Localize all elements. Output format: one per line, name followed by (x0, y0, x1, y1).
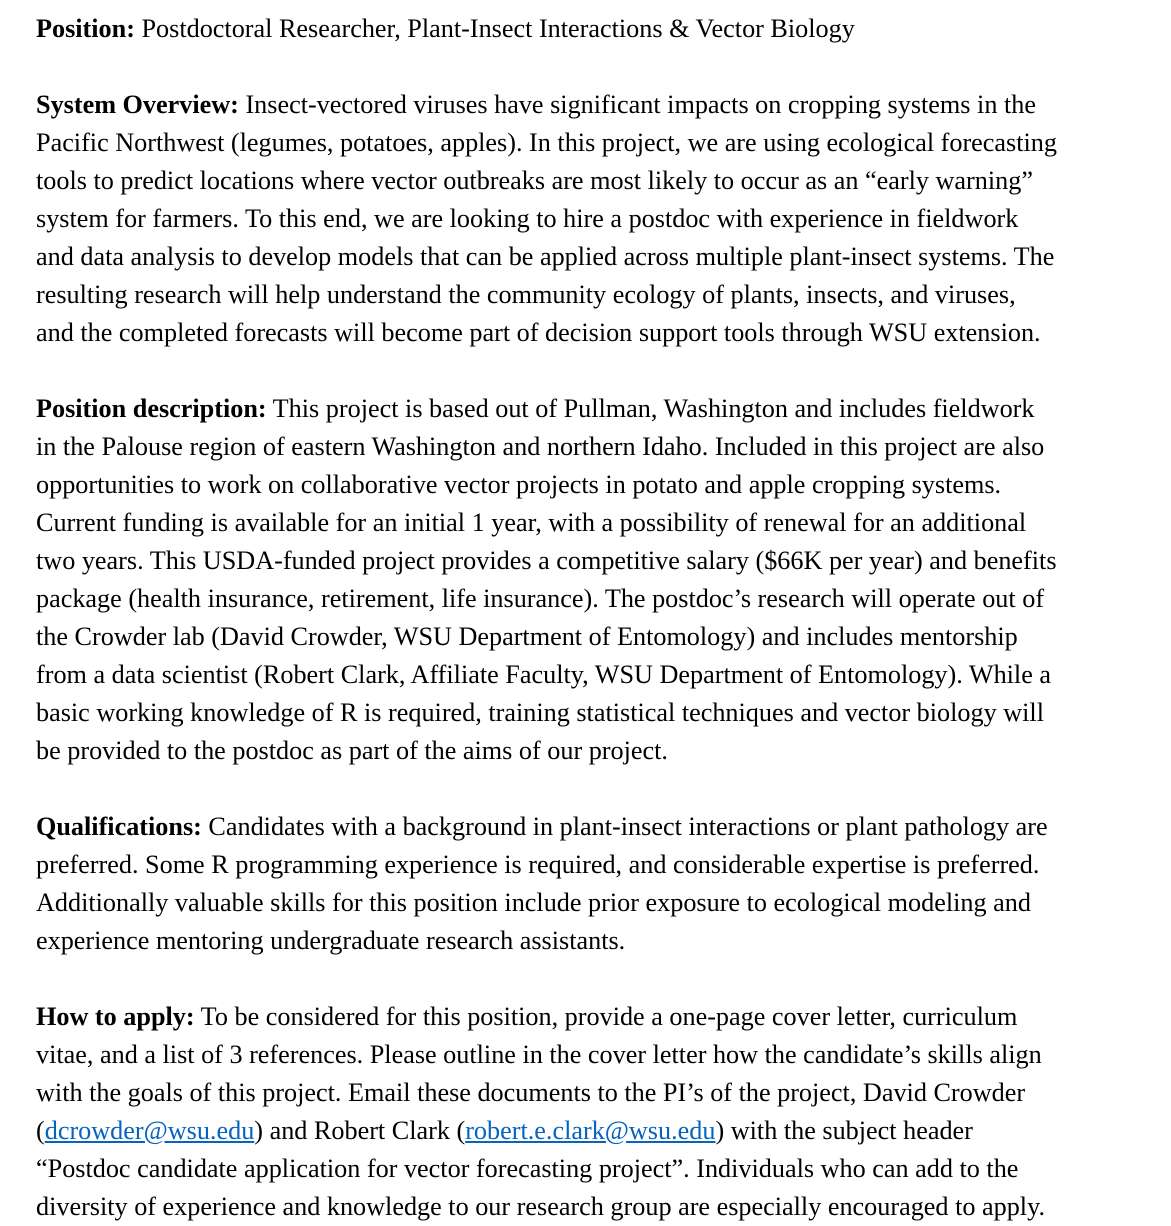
email-link-robert-clark[interactable]: robert.e.clark@wsu.edu (465, 1116, 716, 1145)
position-description-line: in the Palouse region of eastern Washington and northern Idaho. Included in this project are also (36, 432, 1045, 461)
how-to-apply-line: diversity of experience and knowledge to our research group are especially encouraged to apply. (36, 1192, 1046, 1221)
qualifications-line (36, 808, 1166, 846)
qualifications-label: Qualifications: (36, 812, 202, 841)
position-description-line: be provided to the postdoc as part of the aims of our project. (36, 736, 668, 765)
position-description-text: This project is based out of Pullman, Washington and includes fieldwork (266, 394, 1035, 423)
position-description-line: two years. This USDA-funded project provides a competitive salary ($66K per year) and benefits (36, 546, 1057, 575)
qualifications-paragraph (36, 808, 1166, 960)
contact-text: ) and Robert Clark ( (254, 1116, 466, 1145)
qualifications-line: preferred. Some R programming experience is required, and considerable expertise is preferred. (36, 850, 1040, 879)
paren-open: ( (36, 1116, 45, 1145)
paragraph-spacer (36, 770, 1166, 808)
position-description-line: opportunities to work on collaborative vector projects in potato and apple cropping systems. (36, 470, 1002, 499)
system-overview-line (36, 86, 1166, 124)
position-description-line: package (health insurance, retirement, life insurance). The postdoc’s research will operate out of (36, 584, 1045, 613)
how-to-apply-line (36, 998, 1166, 1036)
how-to-apply-text: To be considered for this position, provide a one-page cover letter, curriculum (194, 1002, 1018, 1031)
system-overview-text: Insect-vectored viruses have significant impacts on cropping systems in the (238, 90, 1036, 119)
system-overview-paragraph (36, 86, 1166, 352)
how-to-apply-line (36, 1112, 1166, 1150)
position-line (36, 10, 1166, 48)
system-overview-line: and the completed forecasts will become part of decision support tools through WSU extension. (36, 318, 1041, 347)
qualifications-line: experience mentoring undergraduate research assistants. (36, 926, 626, 955)
paragraph-spacer (36, 960, 1166, 998)
system-overview-line: and data analysis to develop models that can be applied across multiple plant-insect systems. The (36, 242, 1055, 271)
email-link-dcrowder[interactable]: dcrowder@wsu.edu (44, 1116, 255, 1145)
qualifications-line: Additionally valuable skills for this position include prior exposure to ecological modeling and (36, 888, 1031, 917)
position-description-line: basic working knowledge of R is required, training statistical techniques and vector biology will (36, 698, 1044, 727)
position-title: Postdoctoral Researcher, Plant-Insect Interactions & Vector Biology (134, 14, 855, 43)
qualifications-text: Candidates with a background in plant-insect interactions or plant pathology are (201, 812, 1048, 841)
system-overview-line: Pacific Northwest (legumes, potatoes, apples). In this project, we are using ecological forecasting (36, 128, 1057, 157)
position-description-label: Position description: (36, 394, 267, 423)
position-label: Position: (36, 14, 135, 43)
position-description-paragraph (36, 390, 1166, 770)
position-description-line: Current funding is available for an initial 1 year, with a possibility of renewal for an additional (36, 508, 1027, 537)
system-overview-label: System Overview: (36, 90, 239, 119)
paragraph-spacer (36, 352, 1166, 390)
system-overview-line: tools to predict locations where vector outbreaks are most likely to occur as an “early warning” (36, 166, 1033, 195)
position-description-line: the Crowder lab (David Crowder, WSU Department of Entomology) and includes mentorship (36, 622, 1018, 651)
position-paragraph (36, 10, 1166, 48)
subject-header-text: ) with the subject header (715, 1116, 973, 1145)
position-description-line: from a data scientist (Robert Clark, Affiliate Faculty, WSU Department of Entomology). While a (36, 660, 1052, 689)
how-to-apply-paragraph (36, 998, 1166, 1226)
paragraph-spacer (36, 48, 1166, 86)
how-to-apply-line: “Postdoc candidate application for vector forecasting project”. Individuals who can add to the (36, 1154, 1019, 1183)
position-description-line (36, 390, 1166, 428)
job-posting-document (36, 10, 1166, 1226)
how-to-apply-line: vitae, and a list of 3 references. Please outline in the cover letter how the candidate’s skills align (36, 1040, 1042, 1069)
how-to-apply-line: with the goals of this project. Email these documents to the PI’s of the project, David Crowder (36, 1078, 1026, 1107)
how-to-apply-label: How to apply: (36, 1002, 195, 1031)
system-overview-line: system for farmers. To this end, we are looking to hire a postdoc with experience in fieldwork (36, 204, 1019, 233)
system-overview-line: resulting research will help understand the community ecology of plants, insects, and viruses, (36, 280, 1016, 309)
